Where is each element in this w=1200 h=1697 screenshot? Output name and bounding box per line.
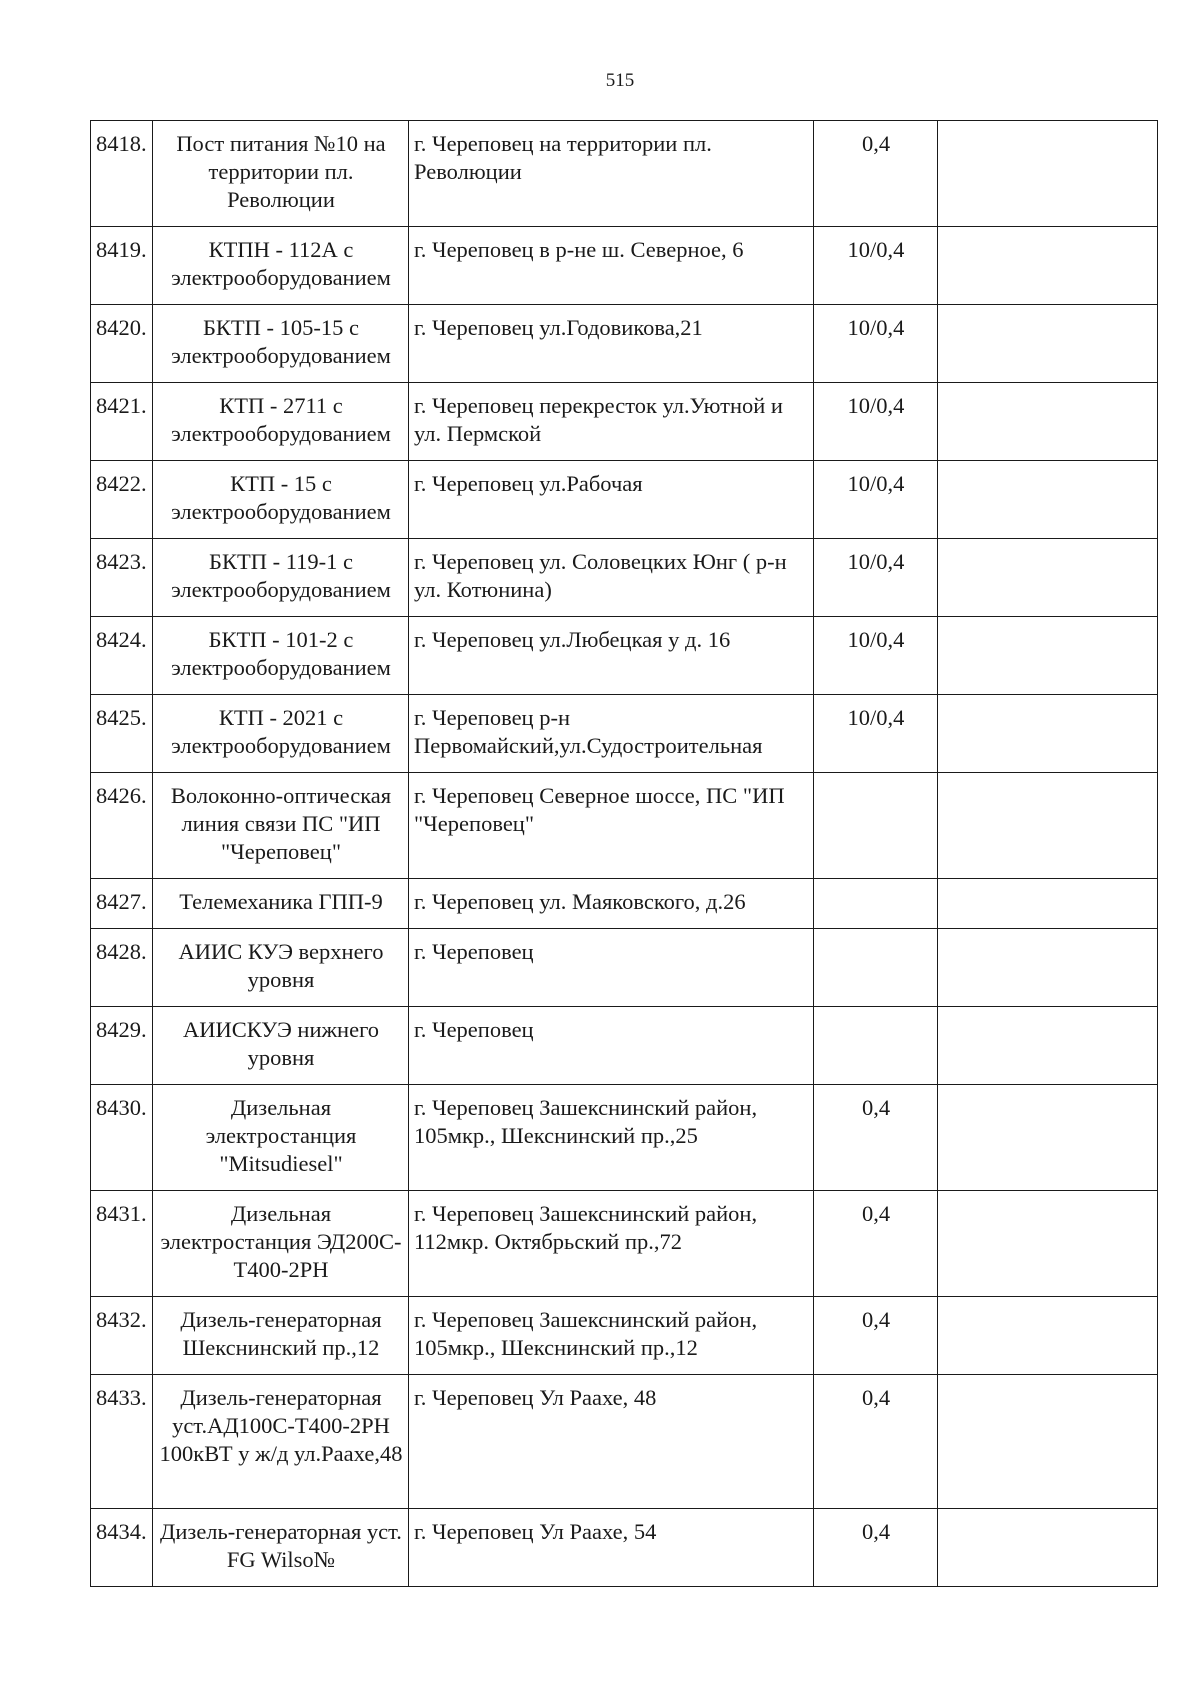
row-number: 8431. bbox=[91, 1191, 153, 1297]
object-address: г. Череповец bbox=[409, 1007, 814, 1085]
object-name: Дизельная электростанция "Mitsudiesel" bbox=[153, 1085, 409, 1191]
row-number: 8433. bbox=[91, 1375, 153, 1509]
row-number: 8434. bbox=[91, 1509, 153, 1587]
table-row bbox=[91, 1007, 1158, 1085]
object-address: г. Череповец р-н Первомайский,ул.Судостроительная bbox=[409, 695, 814, 773]
object-address: г. Череповец ул.Любецкая у д. 16 bbox=[409, 617, 814, 695]
object-name: Пост питания №10 на территории пл. Революции bbox=[153, 121, 409, 227]
object-name: Волоконно-оптическая линия связи ПС "ИП "Череповец" bbox=[153, 773, 409, 879]
table-row bbox=[91, 879, 1158, 929]
row-number: 8427. bbox=[91, 879, 153, 929]
object-name: КТП - 2021 с электрооборудованием bbox=[153, 695, 409, 773]
row-number: 8422. bbox=[91, 461, 153, 539]
object-name: Телемеханика ГПП-9 bbox=[153, 879, 409, 929]
page-number: 515 bbox=[605, 70, 635, 91]
row-number: 8430. bbox=[91, 1085, 153, 1191]
table-row bbox=[91, 1297, 1158, 1375]
table-row bbox=[91, 461, 1158, 539]
table-row bbox=[91, 617, 1158, 695]
object-address: г. Череповец Ул Раахе, 54 bbox=[409, 1509, 814, 1587]
notes-cell bbox=[938, 383, 1158, 461]
voltage-value: 0,4 bbox=[814, 1085, 938, 1191]
object-name: АИИС КУЭ верхнего уровня bbox=[153, 929, 409, 1007]
notes-cell bbox=[938, 227, 1158, 305]
row-number: 8418. bbox=[91, 121, 153, 227]
notes-cell bbox=[938, 305, 1158, 383]
voltage-value bbox=[814, 929, 938, 1007]
row-number: 8428. bbox=[91, 929, 153, 1007]
object-name: Дизель-генераторная уст. FG Wilso№ bbox=[153, 1509, 409, 1587]
voltage-value: 10/0,4 bbox=[814, 539, 938, 617]
object-address: г. Череповец Зашекснинский район, 112мкр. Октябрьский пр.,72 bbox=[409, 1191, 814, 1297]
voltage-value: 0,4 bbox=[814, 121, 938, 227]
object-name: БКТП - 119-1 с электрооборудованием bbox=[153, 539, 409, 617]
voltage-value: 10/0,4 bbox=[814, 695, 938, 773]
notes-cell bbox=[938, 617, 1158, 695]
table-row bbox=[91, 121, 1158, 227]
voltage-value: 10/0,4 bbox=[814, 383, 938, 461]
table-row bbox=[91, 383, 1158, 461]
object-address: г. Череповец ул.Рабочая bbox=[409, 461, 814, 539]
table-row bbox=[91, 305, 1158, 383]
object-name: Дизель-генераторная Шекснинский пр.,12 bbox=[153, 1297, 409, 1375]
object-name: БКТП - 101-2 с электрооборудованием bbox=[153, 617, 409, 695]
voltage-value: 10/0,4 bbox=[814, 305, 938, 383]
notes-cell bbox=[938, 1375, 1158, 1509]
table-row bbox=[91, 695, 1158, 773]
object-name: КТП - 2711 с электрооборудованием bbox=[153, 383, 409, 461]
table-row bbox=[91, 1375, 1158, 1509]
table-row bbox=[91, 929, 1158, 1007]
object-name: Дизель-генераторная уст.АД100С-Т400-2РН 100кВТ у ж/д ул.Раахе,48 bbox=[153, 1375, 409, 1509]
object-address: г. Череповец ул. Соловецких Юнг ( р-н ул. Котюнина) bbox=[409, 539, 814, 617]
object-address: г. Череповец Зашекснинский район, 105мкр., Шекснинский пр.,25 bbox=[409, 1085, 814, 1191]
row-number: 8425. bbox=[91, 695, 153, 773]
object-address: г. Череповец ул. Маяковского, д.26 bbox=[409, 879, 814, 929]
voltage-value: 0,4 bbox=[814, 1297, 938, 1375]
voltage-value: 0,4 bbox=[814, 1509, 938, 1587]
row-number: 8424. bbox=[91, 617, 153, 695]
voltage-value: 0,4 bbox=[814, 1375, 938, 1509]
registry-table-body bbox=[91, 121, 1158, 1587]
voltage-value bbox=[814, 1007, 938, 1085]
object-name: КТП - 15 с электрооборудованием bbox=[153, 461, 409, 539]
object-name: АИИСКУЭ нижнего уровня bbox=[153, 1007, 409, 1085]
row-number: 8423. bbox=[91, 539, 153, 617]
notes-cell bbox=[938, 1085, 1158, 1191]
object-address: г. Череповец на территории пл. Революции bbox=[409, 121, 814, 227]
notes-cell bbox=[938, 461, 1158, 539]
row-number: 8419. bbox=[91, 227, 153, 305]
voltage-value: 10/0,4 bbox=[814, 461, 938, 539]
notes-cell bbox=[938, 695, 1158, 773]
row-number: 8420. bbox=[91, 305, 153, 383]
object-name: БКТП - 105-15 с электрооборудованием bbox=[153, 305, 409, 383]
object-address: г. Череповец ул.Годовикова,21 bbox=[409, 305, 814, 383]
table-row bbox=[91, 1085, 1158, 1191]
table-row bbox=[91, 1191, 1158, 1297]
row-number: 8429. bbox=[91, 1007, 153, 1085]
notes-cell bbox=[938, 539, 1158, 617]
object-address: г. Череповец в р-не ш. Северное, 6 bbox=[409, 227, 814, 305]
table-row bbox=[91, 539, 1158, 617]
voltage-value bbox=[814, 879, 938, 929]
notes-cell bbox=[938, 1191, 1158, 1297]
notes-cell bbox=[938, 121, 1158, 227]
object-address: г. Череповец Ул Раахе, 48 bbox=[409, 1375, 814, 1509]
registry-table bbox=[90, 120, 1158, 1587]
notes-cell bbox=[938, 1297, 1158, 1375]
table-row bbox=[91, 227, 1158, 305]
notes-cell bbox=[938, 1509, 1158, 1587]
object-address: г. Череповец Зашекснинский район, 105мкр., Шекснинский пр.,12 bbox=[409, 1297, 814, 1375]
notes-cell bbox=[938, 879, 1158, 929]
notes-cell bbox=[938, 1007, 1158, 1085]
object-address: г. Череповец Северное шоссе, ПС "ИП "Череповец" bbox=[409, 773, 814, 879]
voltage-value: 10/0,4 bbox=[814, 227, 938, 305]
voltage-value: 0,4 bbox=[814, 1191, 938, 1297]
notes-cell bbox=[938, 773, 1158, 879]
object-name: Дизельная электростанция ЭД200С-Т400-2РН bbox=[153, 1191, 409, 1297]
row-number: 8432. bbox=[91, 1297, 153, 1375]
row-number: 8426. bbox=[91, 773, 153, 879]
voltage-value bbox=[814, 773, 938, 879]
object-name: КТПН - 112А с электрооборудованием bbox=[153, 227, 409, 305]
object-address: г. Череповец перекресток ул.Уютной и ул. Пермской bbox=[409, 383, 814, 461]
object-address: г. Череповец bbox=[409, 929, 814, 1007]
row-number: 8421. bbox=[91, 383, 153, 461]
table-row bbox=[91, 1509, 1158, 1587]
voltage-value: 10/0,4 bbox=[814, 617, 938, 695]
notes-cell bbox=[938, 929, 1158, 1007]
table-row bbox=[91, 773, 1158, 879]
